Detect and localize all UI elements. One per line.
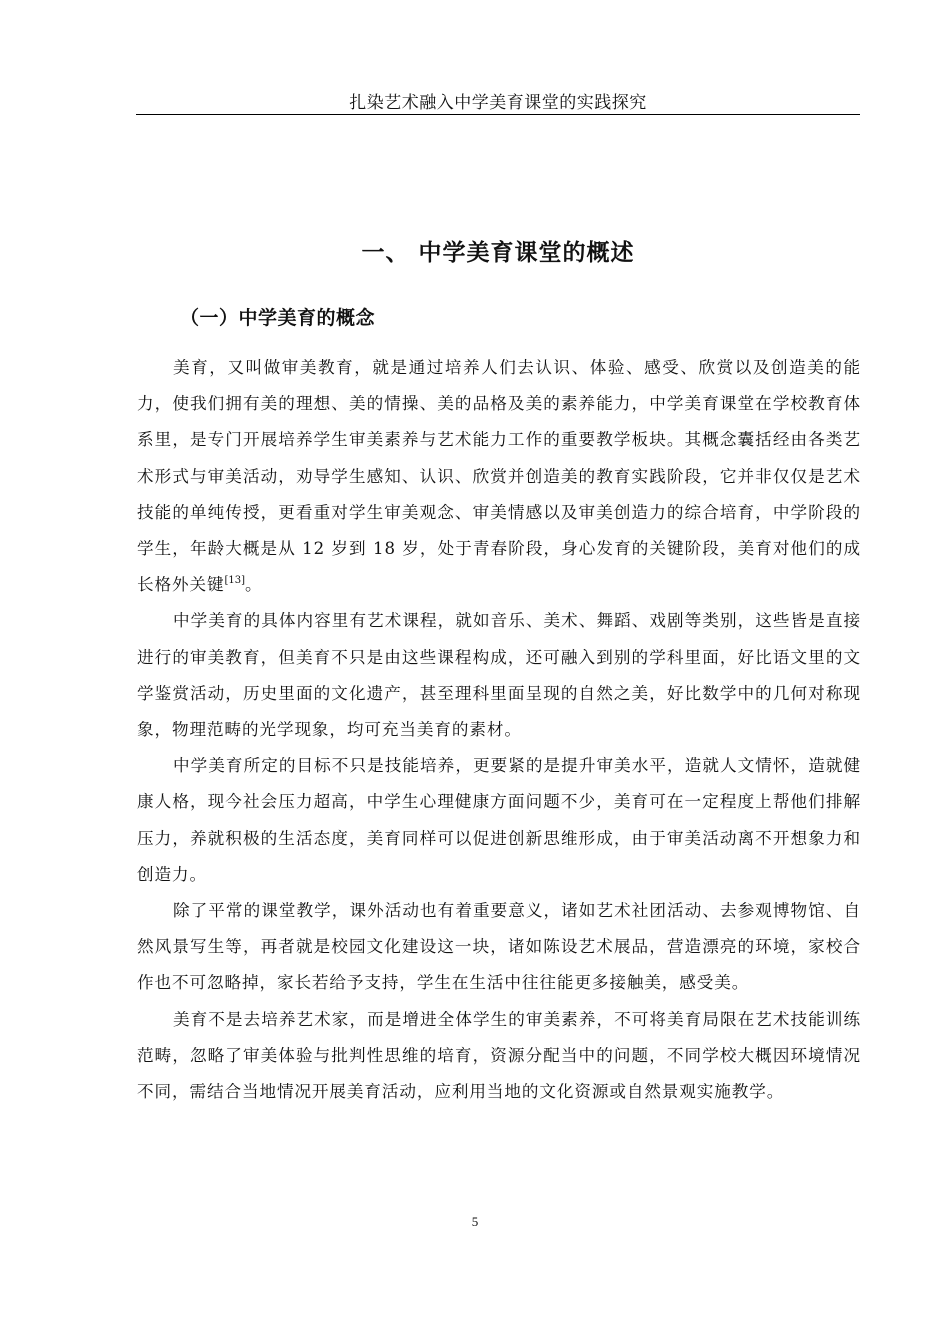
chapter-title: 一、 中学美育课堂的概述: [361, 240, 635, 266]
paragraph-5: 美育不是去培养艺术家，而是增进全体学生的审美素养，不可将美育局限在艺术技能训练范畴，忽略了审美体验与批判性思维的培育，资源分配当中的问题，不同学校大概因环境情况不同，需结合当地情况开展美育活动，应利用当地的文化资源或自然景观实施教学。: [137, 1009, 861, 1102]
paragraph-1-text: 美育，又叫做审美教育，就是通过培养人们去认识、体验、感受、欣赏以及创造美的能力，使我们拥有美的理想、美的情操、美的品格及美的素养能力，中学美育课堂在学校教育体系里，是专门开展培养学生审美素养与艺术能力工作的重要教学板块。其概念囊括经由各类艺术形式与审美活动，劝导学生感知、认识、欣赏并创造美的教育实践阶段，它并非仅仅是艺术技能的单纯传授，更看重对学生审美观念、审美情感以及审美创造力的综合培育，中学阶段的学生，年龄大概是从 12 岁到 18 岁，处于青春阶段，身心发育的关键阶段，美育对他们的成长格外关键: [137, 358, 861, 595]
running-header: 扎染艺术融入中学美育课堂的实践探究: [349, 93, 647, 113]
paragraph-4: 除了平常的课堂教学，课外活动也有着重要意义，诸如艺术社团活动、去参观博物馆、自然风景写生等，再者就是校园文化建设这一块，诸如陈设艺术展品，营造漂亮的环境，家校合作也不可忽略掉，家长若给予支持，学生在生活中往往能更多接触美，感受美。: [137, 901, 861, 993]
paragraph-2: 中学美育的具体内容里有艺术课程，就如音乐、美术、舞蹈、戏剧等类别，这些皆是直接进行的审美教育，但美育不只是由这些课程构成，还可融入到别的学科里面，好比语文里的文学鉴赏活动，历史里面的文化遗产，甚至理科里面呈现的自然之美，好比数学中的几何对称现象，物理范畴的光学现象，均可充当美育的素材。: [137, 611, 861, 740]
citation-marker: [13]: [224, 575, 245, 587]
paragraph-3: 中学美育所定的目标不只是技能培养，更要紧的是提升审美水平，造就人文情怀，造就健康人格，现今社会压力超高，中学生心理健康方面问题不少，美育可在一定程度上帮他们排解压力，养就积极的生活态度，美育同样可以促进创新思维形成，由于审美活动离不开想象力和创造力。: [137, 756, 861, 884]
paragraph-1: [137, 350, 861, 603]
section-title: （一）中学美育的概念: [180, 307, 376, 329]
body-text: [137, 350, 861, 1110]
paragraph-1-end: 。: [245, 575, 263, 595]
header-divider: [136, 114, 860, 115]
page-number: 5: [471, 1214, 479, 1229]
